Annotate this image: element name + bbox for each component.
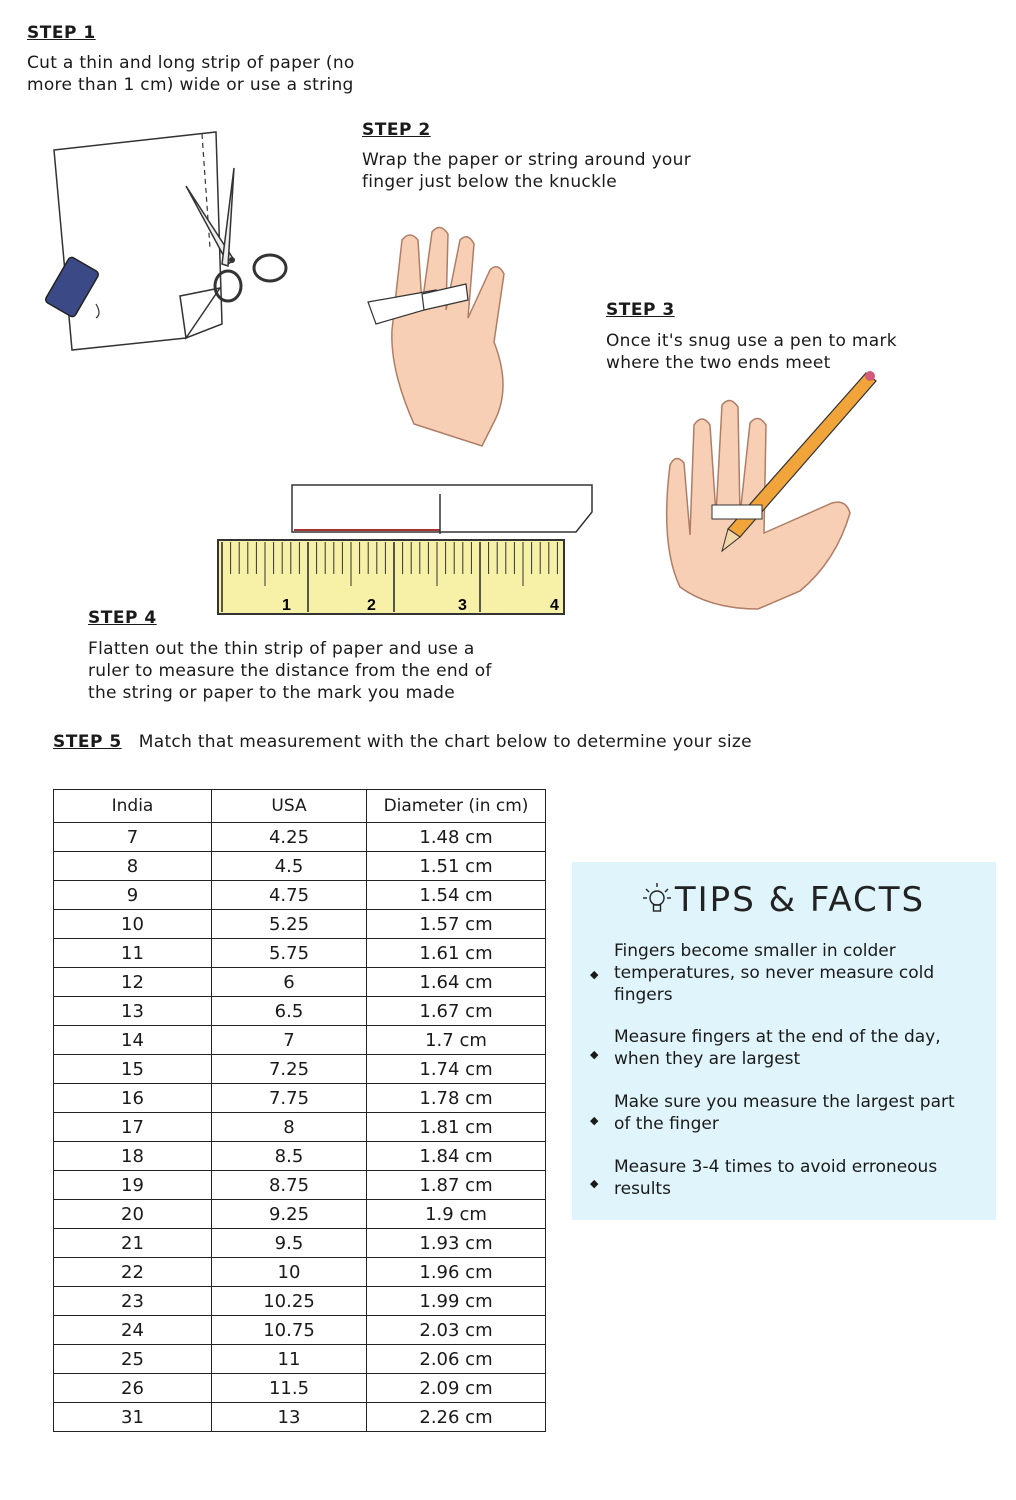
cell-diameter: 2.26 cm	[367, 1403, 546, 1432]
cell-usa: 9.5	[212, 1229, 367, 1258]
lightbulb-icon	[643, 881, 671, 915]
cell-india: 8	[54, 852, 212, 881]
ruler-illustration	[216, 482, 596, 616]
cell-diameter: 1.7 cm	[367, 1026, 546, 1055]
cell-diameter: 1.74 cm	[367, 1055, 546, 1084]
paper-scissors-illustration	[38, 128, 298, 358]
cell-usa: 9.25	[212, 1200, 367, 1229]
cell-india: 7	[54, 823, 212, 852]
table-row	[54, 997, 546, 1026]
table-row	[54, 1084, 546, 1113]
cell-india: 26	[54, 1374, 212, 1403]
table-row	[54, 1374, 546, 1403]
tip-2-line-2: when they are largest	[614, 1049, 801, 1069]
cell-india: 13	[54, 997, 212, 1026]
cell-usa: 7	[212, 1026, 367, 1055]
table-row	[54, 1200, 546, 1229]
step4-text	[88, 638, 492, 704]
tip-1-line-2: temperatures, so never measure cold	[614, 963, 935, 983]
paper-sheet-icon	[54, 132, 222, 350]
step3-title: STEP 3	[606, 300, 675, 320]
table-row	[54, 1258, 546, 1287]
step1-line-1: Cut a thin and long strip of paper (no	[27, 53, 355, 73]
cell-diameter: 1.57 cm	[367, 910, 546, 939]
step1-line-2: more than 1 cm) wide or use a string	[27, 75, 354, 95]
tip-bullet-icon: ◆	[590, 1177, 599, 1190]
cell-usa: 11	[212, 1345, 367, 1374]
cell-usa: 7.75	[212, 1084, 367, 1113]
table-row	[54, 881, 546, 910]
table-row	[54, 910, 546, 939]
ruler-number-1: 1	[282, 597, 291, 614]
table-row	[54, 1142, 546, 1171]
ruler-number-4: 4	[550, 597, 559, 614]
cell-diameter: 1.61 cm	[367, 939, 546, 968]
cell-diameter: 1.64 cm	[367, 968, 546, 997]
cell-india: 17	[54, 1113, 212, 1142]
tips-facts-box	[572, 862, 996, 1220]
tip-3-line-1: Make sure you measure the largest part	[614, 1092, 955, 1112]
step5-title: STEP 5	[53, 732, 122, 752]
cell-diameter: 1.84 cm	[367, 1142, 546, 1171]
tip-4-line-2: results	[614, 1179, 671, 1199]
paper-strip-icon	[292, 485, 592, 534]
tip-bullet-icon: ◆	[590, 1114, 599, 1127]
step2-line-1: Wrap the paper or string around your	[362, 150, 692, 170]
table-row	[54, 1171, 546, 1200]
cell-india: 21	[54, 1229, 212, 1258]
cell-india: 18	[54, 1142, 212, 1171]
cell-usa: 4.25	[212, 823, 367, 852]
cell-india: 12	[54, 968, 212, 997]
cell-diameter: 2.03 cm	[367, 1316, 546, 1345]
step3-line-2: where the two ends meet	[606, 353, 831, 373]
step1-title: STEP 1	[27, 23, 96, 43]
table-row	[54, 1287, 546, 1316]
tips-heading	[572, 880, 996, 920]
table-row	[54, 823, 546, 852]
step5-text: Match that measurement with the chart below to determine your size	[138, 732, 752, 752]
ruler-number-2: 2	[367, 597, 376, 614]
cell-diameter: 1.48 cm	[367, 823, 546, 852]
cell-usa: 4.5	[212, 852, 367, 881]
step4-title: STEP 4	[88, 608, 157, 628]
table-row	[54, 1055, 546, 1084]
cell-usa: 5.75	[212, 939, 367, 968]
cell-usa: 10.25	[212, 1287, 367, 1316]
cell-usa: 6.5	[212, 997, 367, 1026]
cell-diameter: 1.67 cm	[367, 997, 546, 1026]
column-header-diameter: Diameter (in cm)	[367, 790, 546, 823]
ruler-icon	[218, 540, 564, 614]
table-header-row	[54, 790, 546, 823]
cell-india: 15	[54, 1055, 212, 1084]
cell-diameter: 1.51 cm	[367, 852, 546, 881]
tip-bullet-icon: ◆	[590, 968, 599, 981]
cell-usa: 4.75	[212, 881, 367, 910]
hand-icon	[392, 227, 504, 446]
cell-india: 10	[54, 910, 212, 939]
paper-strip-icon	[712, 505, 762, 519]
tip-item	[614, 1091, 984, 1135]
column-header-india: India	[54, 790, 212, 823]
step2-line-2: finger just below the knuckle	[362, 172, 618, 192]
cell-diameter: 1.93 cm	[367, 1229, 546, 1258]
hand-wrap-illustration	[362, 210, 552, 455]
ruler-number-3: 3	[458, 597, 467, 614]
cell-usa: 8	[212, 1113, 367, 1142]
cell-usa: 10.75	[212, 1316, 367, 1345]
cell-usa: 13	[212, 1403, 367, 1432]
tip-bullet-icon: ◆	[590, 1048, 599, 1061]
cell-diameter: 2.09 cm	[367, 1374, 546, 1403]
cell-usa: 8.75	[212, 1171, 367, 1200]
step4-line-1: Flatten out the thin strip of paper and use a	[88, 639, 475, 659]
step3-line-1: Once it's snug use a pen to mark	[606, 331, 897, 351]
tip-1-line-3: fingers	[614, 985, 673, 1005]
table-row	[54, 1316, 546, 1345]
cell-usa: 7.25	[212, 1055, 367, 1084]
cell-diameter: 1.78 cm	[367, 1084, 546, 1113]
table-row	[54, 1403, 546, 1432]
table-row	[54, 1113, 546, 1142]
column-header-usa: USA	[212, 790, 367, 823]
cell-usa: 5.25	[212, 910, 367, 939]
tips-heading-text: TIPS & FACTS	[674, 880, 926, 920]
cell-india: 25	[54, 1345, 212, 1374]
cell-diameter: 1.99 cm	[367, 1287, 546, 1316]
step2-text	[362, 149, 691, 193]
table-row	[54, 939, 546, 968]
cell-usa: 6	[212, 968, 367, 997]
step5-row	[53, 731, 752, 753]
cell-india: 20	[54, 1200, 212, 1229]
cell-usa: 10	[212, 1258, 367, 1287]
tip-item	[614, 940, 984, 1006]
cell-diameter: 1.54 cm	[367, 881, 546, 910]
step1-text	[27, 52, 355, 96]
step2-title: STEP 2	[362, 120, 431, 140]
cell-india: 14	[54, 1026, 212, 1055]
cell-india: 24	[54, 1316, 212, 1345]
tip-4-line-1: Measure 3-4 times to avoid erroneous	[614, 1157, 938, 1177]
tip-item	[614, 1156, 984, 1200]
cell-diameter: 1.96 cm	[367, 1258, 546, 1287]
table-row	[54, 1026, 546, 1055]
cell-diameter: 1.81 cm	[367, 1113, 546, 1142]
cell-india: 11	[54, 939, 212, 968]
cell-india: 9	[54, 881, 212, 910]
cell-india: 22	[54, 1258, 212, 1287]
table-row	[54, 1229, 546, 1258]
cell-diameter: 1.87 cm	[367, 1171, 546, 1200]
cell-diameter: 2.06 cm	[367, 1345, 546, 1374]
cell-usa: 11.5	[212, 1374, 367, 1403]
cell-india: 23	[54, 1287, 212, 1316]
step4-line-2: ruler to measure the distance from the end of	[88, 661, 492, 681]
table-row	[54, 852, 546, 881]
cell-diameter: 1.9 cm	[367, 1200, 546, 1229]
table-row	[54, 968, 546, 997]
cell-india: 31	[54, 1403, 212, 1432]
table-row	[54, 1345, 546, 1374]
table-body	[54, 823, 546, 1432]
tip-2-line-1: Measure fingers at the end of the day,	[614, 1027, 941, 1047]
step4-line-3: the string or paper to the mark you made	[88, 683, 456, 703]
hand-pencil-illustration	[650, 365, 880, 625]
cell-india: 19	[54, 1171, 212, 1200]
ring-size-table	[53, 789, 546, 1432]
tip-1-line-1: Fingers become smaller in colder	[614, 941, 896, 961]
cell-usa: 8.5	[212, 1142, 367, 1171]
cell-india: 16	[54, 1084, 212, 1113]
tip-3-line-2: of the finger	[614, 1114, 719, 1134]
tip-item	[614, 1026, 984, 1070]
